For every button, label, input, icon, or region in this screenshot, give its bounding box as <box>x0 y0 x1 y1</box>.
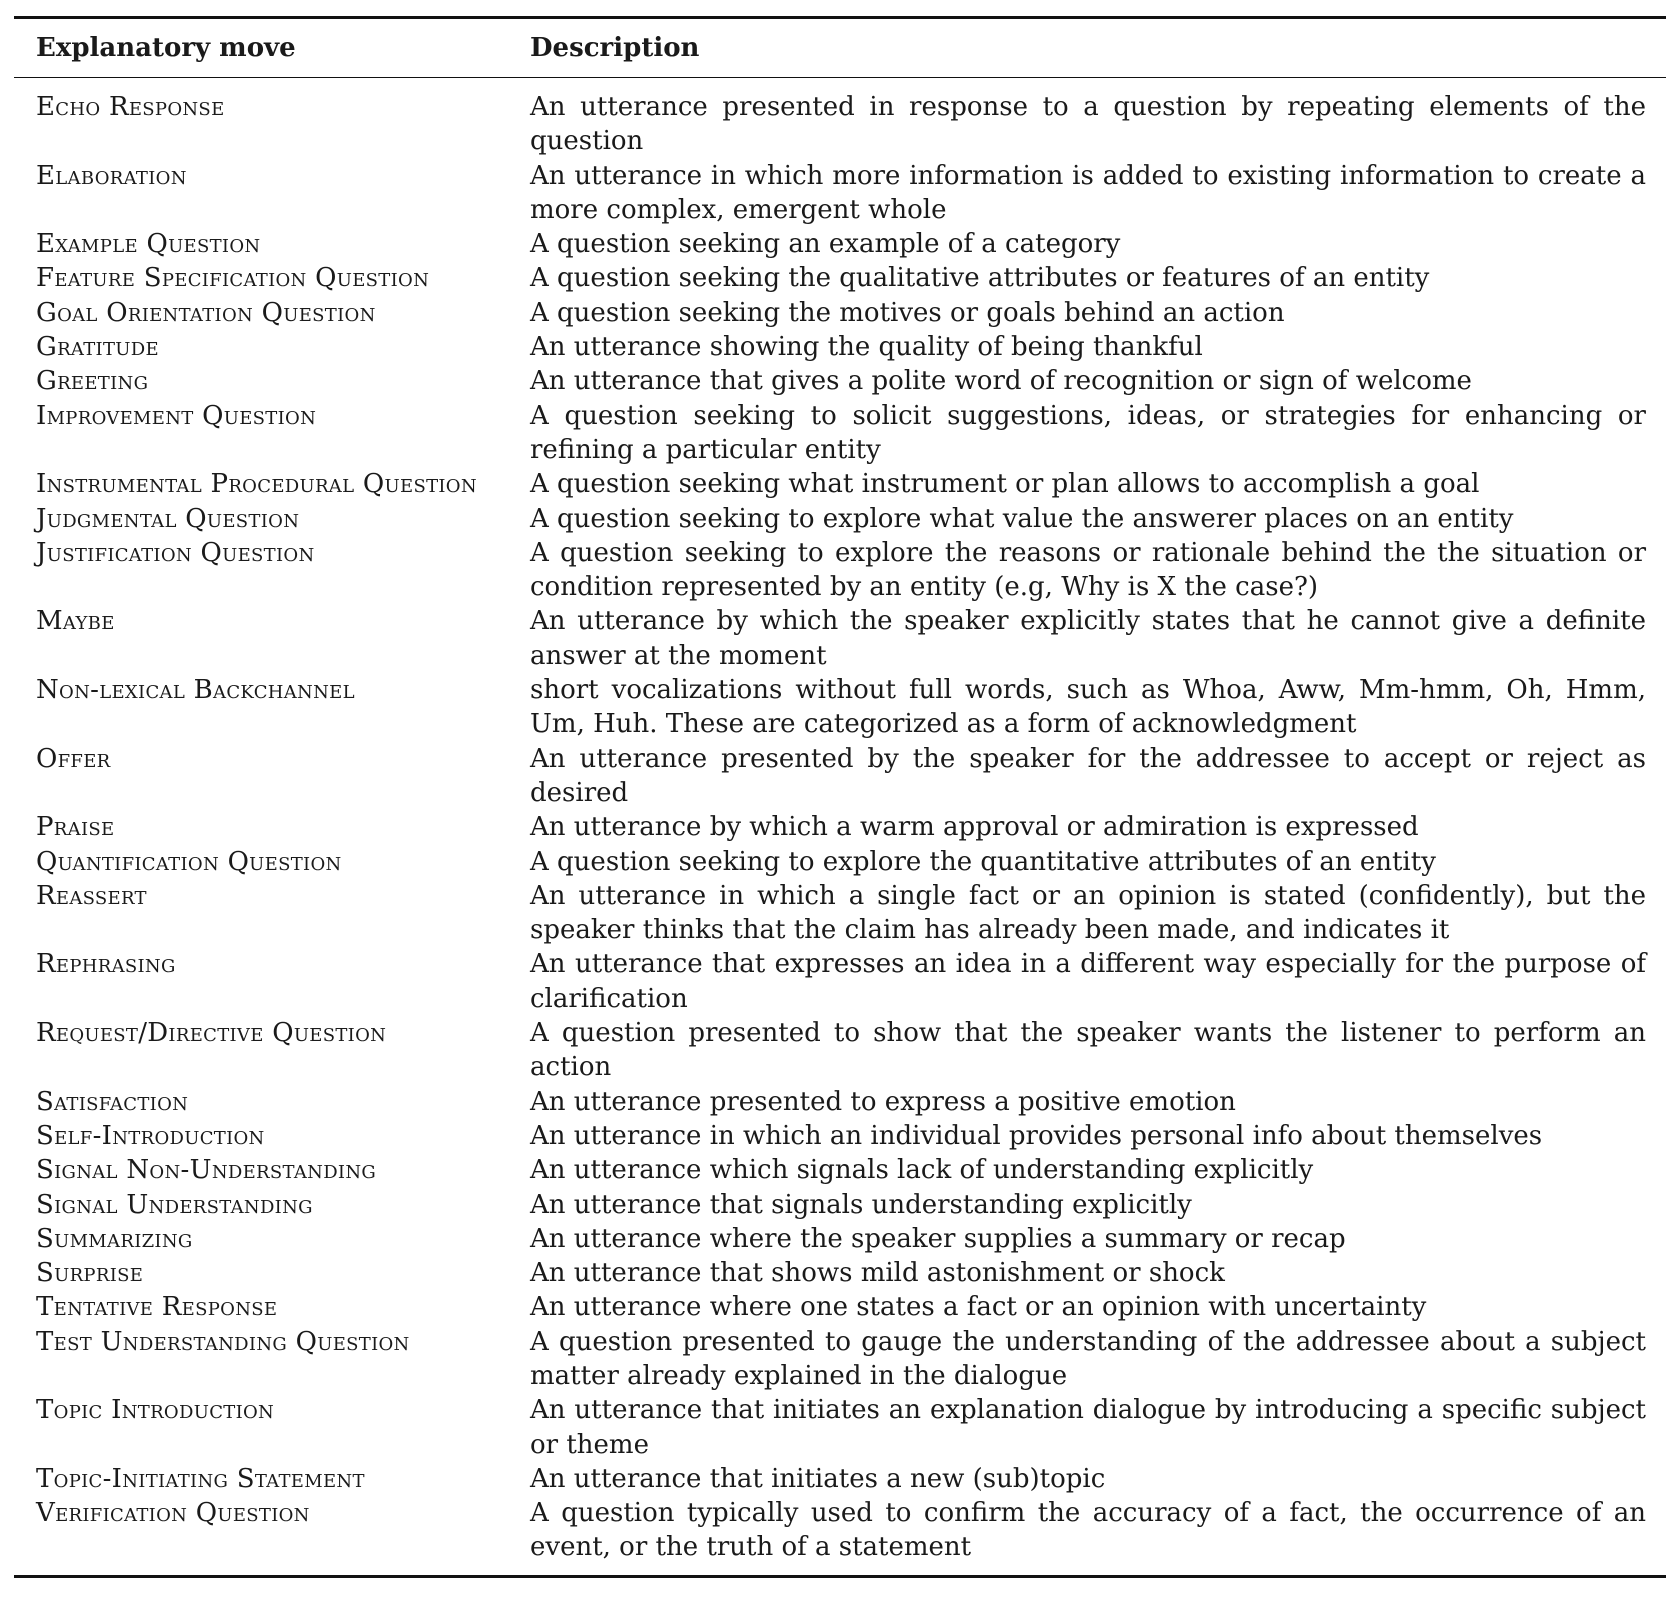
explanatory-move-cell: Tentative Response <box>36 1292 278 1323</box>
explanatory-move-cell: Elaboration <box>36 160 187 191</box>
description-cell: An utterance presented by the speaker for the addressee to accept or reject as desired <box>530 743 1646 808</box>
explanatory-move-cell: Improvement Question <box>36 400 317 431</box>
table-row <box>14 296 1666 330</box>
explanatory-move-cell: Quantification Question <box>36 846 342 877</box>
table-row <box>14 502 1666 536</box>
explanatory-move-cell: Signal Understanding <box>36 1189 313 1220</box>
explanatory-move-cell: Test Understanding Question <box>36 1326 410 1357</box>
table-row <box>14 879 1666 948</box>
explanatory-move-cell: Verification Question <box>36 1498 310 1529</box>
table-row <box>14 604 1666 673</box>
explanatory-moves-table <box>14 16 1666 1578</box>
description-cell: An utterance where the speaker supplies a summary or recap <box>530 1223 1346 1254</box>
table-row <box>14 1153 1666 1187</box>
explanatory-move-cell: Rephrasing <box>36 949 176 980</box>
description-cell: An utterance presented to express a positive emotion <box>530 1086 1236 1117</box>
table-row <box>14 1085 1666 1119</box>
header-description: Description <box>530 33 700 63</box>
explanatory-move-cell: Example Question <box>36 229 261 260</box>
table-row <box>14 364 1666 398</box>
description-cell: A question seeking to explore the reasons or rationale behind the the situation or condition represented by an entity (e.g, Why is X the case?) <box>530 537 1646 603</box>
explanatory-move-cell: Satisfaction <box>36 1086 189 1117</box>
table-row <box>14 947 1666 1016</box>
description-cell: An utterance in which more information is added to existing information to create a more complex, emergent whole <box>530 160 1646 225</box>
table-row <box>14 467 1666 501</box>
description-cell: An utterance which signals lack of understanding explicitly <box>530 1155 1314 1186</box>
table-row <box>14 1462 1666 1496</box>
description-cell: An utterance that signals understanding explicitly <box>530 1189 1192 1220</box>
table-row <box>14 159 1666 228</box>
explanatory-move-cell: Echo Response <box>36 92 225 122</box>
table-row <box>14 261 1666 295</box>
explanatory-move-cell: Summarizing <box>36 1223 193 1254</box>
table-row <box>14 1290 1666 1324</box>
description-cell: A question seeking the motives or goals behind an action <box>530 297 1285 328</box>
explanatory-move-cell: Topic Introduction <box>36 1395 275 1426</box>
table-row <box>14 742 1666 811</box>
table-row <box>14 330 1666 364</box>
description-cell: A question presented to show that the speaker wants the listener to perform an action <box>530 1018 1646 1083</box>
explanatory-move-cell: Justification Question <box>36 537 315 568</box>
table-header-row <box>14 19 1666 77</box>
explanatory-move-cell: Signal Non-Understanding <box>36 1155 377 1186</box>
table-row <box>14 536 1666 605</box>
description-cell: A question seeking what instrument or plan allows to accomplish a goal <box>530 469 1480 500</box>
description-cell: short vocalizations without full words, such as Whoa, Aww, Mm-hmm, Oh, Hmm, Um, Huh. These are categorized as a form of acknowledgment <box>530 675 1646 740</box>
explanatory-move-cell: Non-lexical Backchannel <box>36 675 355 706</box>
explanatory-move-cell: Topic-Initiating Statement <box>36 1463 365 1494</box>
table-body <box>14 78 1666 1565</box>
explanatory-move-cell: Reassert <box>36 880 147 911</box>
explanatory-move-cell: Praise <box>36 812 115 843</box>
table-bottom-rule <box>14 1575 1666 1578</box>
explanatory-move-cell: Self-Introduction <box>36 1120 265 1151</box>
description-cell: An utterance by which the speaker explicitly states that he cannot give a definite answer at the moment <box>530 606 1646 671</box>
table-row <box>14 1222 1666 1256</box>
description-cell: A question seeking the qualitative attributes or features of an entity <box>530 263 1430 294</box>
description-cell: An utterance that shows mild astonishment or shock <box>530 1258 1225 1289</box>
description-cell: A question seeking to explore what value the answerer places on an entity <box>530 503 1514 534</box>
explanatory-move-cell: Request/Directive Question <box>36 1018 387 1049</box>
table-row <box>14 1119 1666 1153</box>
explanatory-move-cell: Greeting <box>36 366 149 397</box>
table-row <box>14 1256 1666 1290</box>
description-cell: A question seeking to explore the quantitative attributes of an entity <box>530 846 1436 877</box>
table-row <box>14 845 1666 879</box>
table-row <box>14 1016 1666 1085</box>
table-row <box>14 227 1666 261</box>
table-row <box>14 399 1666 468</box>
description-cell: An utterance by which a warm approval or admiration is expressed <box>530 812 1419 843</box>
explanatory-move-cell: Instrumental Procedural Question <box>36 469 477 500</box>
explanatory-move-cell: Maybe <box>36 606 115 637</box>
table-row <box>14 1393 1666 1462</box>
description-cell: A question typically used to confirm the accuracy of a fact, the occurrence of an event, or the truth of a statement <box>530 1498 1646 1563</box>
description-cell: An utterance presented in response to a question by repeating elements of the question <box>530 92 1646 157</box>
description-cell: An utterance that initiates a new (sub)topic <box>530 1463 1106 1494</box>
table-row <box>14 1325 1666 1394</box>
table-row <box>14 1188 1666 1222</box>
table-row <box>14 1496 1666 1565</box>
explanatory-move-cell: Gratitude <box>36 332 159 363</box>
description-cell: A question seeking an example of a category <box>530 229 1121 260</box>
table-row <box>14 810 1666 844</box>
description-cell: An utterance that initiates an explanation dialogue by introducing a specific subject or theme <box>530 1395 1646 1460</box>
table-row <box>14 90 1666 159</box>
header-explanatory-move: Explanatory move <box>36 33 296 63</box>
description-cell: An utterance in which a single fact or an opinion is stated (confidently), but the speaker thinks that the claim has already been made, and indicates it <box>530 880 1646 946</box>
description-cell: An utterance showing the quality of being thankful <box>530 332 1203 363</box>
explanatory-move-cell: Goal Orientation Question <box>36 297 376 328</box>
explanatory-move-cell: Judgmental Question <box>36 503 300 534</box>
explanatory-move-cell: Feature Specification Question <box>36 263 430 294</box>
description-cell: An utterance where one states a fact or an opinion with uncertainty <box>530 1292 1427 1323</box>
description-cell: An utterance that expresses an idea in a different way especially for the purpose of clarification <box>530 949 1646 1014</box>
description-cell: A question seeking to solicit suggestions, ideas, or strategies for enhancing or refining a particular entity <box>530 400 1646 465</box>
description-cell: A question presented to gauge the understanding of the addressee about a subject matter already explained in the dialogue <box>530 1326 1646 1391</box>
explanatory-move-cell: Offer <box>36 743 111 774</box>
explanatory-move-cell: Surprise <box>36 1258 144 1289</box>
description-cell: An utterance in which an individual provides personal info about themselves <box>530 1120 1543 1151</box>
description-cell: An utterance that gives a polite word of recognition or sign of welcome <box>530 366 1472 397</box>
table-row <box>14 673 1666 742</box>
